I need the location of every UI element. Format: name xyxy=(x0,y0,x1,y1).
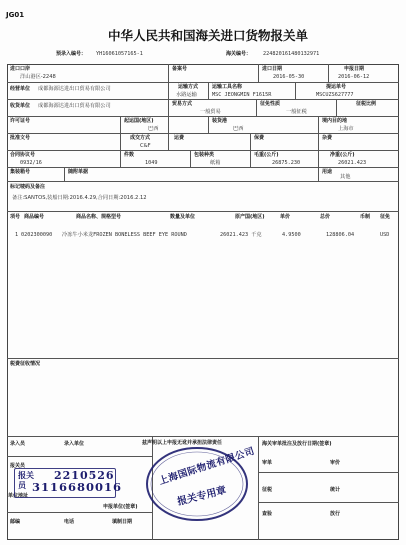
col-divider xyxy=(190,150,191,167)
tax-rate-label: 征税比例 xyxy=(356,101,377,107)
gross-weight-value: 26875.230 xyxy=(272,160,301,166)
statistics-label: 统计 xyxy=(330,487,341,493)
fill-date-label: 填制日期 xyxy=(112,519,133,525)
approval-label: 批准文号 xyxy=(10,135,31,141)
col-divider xyxy=(318,116,319,133)
row-divider xyxy=(7,167,399,168)
col-divider xyxy=(328,64,329,82)
inspection-label: 查验 xyxy=(262,511,273,517)
remarks-value: 备注:SANTOS,装船日期:2016.4.29,合同日期:2016.2.12 xyxy=(12,195,147,201)
declarant-stamp-word1: 报关 xyxy=(18,470,34,480)
origin-country-label: 起运国(地区) xyxy=(124,118,154,124)
declarant-label: 报关员 xyxy=(10,463,26,469)
col-divider xyxy=(318,167,319,181)
row-divider xyxy=(7,456,152,457)
consignee-value: 成都海源达进出口贸易有限公司 xyxy=(38,103,111,109)
destination-label: 境内目的地 xyxy=(322,118,348,124)
vessel-name-value: MSC JEONGMIN F1615R xyxy=(212,92,272,98)
container-label: 集装箱号 xyxy=(10,169,31,175)
import-port-value: 洋山港区-2248 xyxy=(20,74,56,80)
trade-terms-value: C&F xyxy=(140,143,151,149)
tax-collection-label: 征税 xyxy=(262,487,273,493)
col-divider xyxy=(208,82,209,99)
col-divider xyxy=(168,133,169,150)
import-date-value: 2016-05-30 xyxy=(273,74,305,80)
goods-hs-code: 0202300090 xyxy=(21,232,53,238)
prerecord-label: 预录入编号： xyxy=(56,51,87,57)
goods-header-quantity: 数量及单位 xyxy=(170,214,196,220)
customs-notes-label: 海关审单批注及放行日期(签章) xyxy=(262,441,332,447)
col-divider xyxy=(250,150,251,167)
col-divider xyxy=(258,64,259,82)
loading-port-value: 巴西 xyxy=(233,126,244,132)
goods-header-description: 商品名称、规格型号 xyxy=(76,214,122,220)
import-date-label: 进口日期 xyxy=(262,66,283,72)
row-divider xyxy=(7,150,399,151)
vessel-name-label: 运输工具名称 xyxy=(212,84,243,90)
operator-label: 经营单位 xyxy=(10,86,31,92)
net-weight-value: 26021.423 xyxy=(338,160,367,166)
col-divider xyxy=(258,436,259,540)
goods-header-unit-price: 单价 xyxy=(280,214,291,220)
pricing-label: 审价 xyxy=(330,460,341,466)
customs-number-label: 海关编号： xyxy=(226,51,252,57)
trade-mode-label: 贸易方式 xyxy=(172,101,193,107)
goods-total-price: 128806.04 xyxy=(326,232,355,238)
col-divider xyxy=(336,99,337,116)
company-seal-purpose: 报关专用章 xyxy=(176,485,228,508)
row-divider xyxy=(7,99,399,100)
unit-address-label: 单位地址 xyxy=(8,493,29,499)
phone-label: 电话 xyxy=(64,519,75,525)
import-port-label: 进口口岸 xyxy=(10,66,31,72)
row-divider xyxy=(7,436,399,437)
goods-header-item-no: 项号 xyxy=(10,214,21,220)
entry-unit-label: 录入单位 xyxy=(64,441,85,447)
attached-docs-label: 随附单据 xyxy=(68,169,89,175)
gross-weight-label: 毛重(公斤) xyxy=(254,152,279,158)
review-label: 审单 xyxy=(262,460,273,466)
tax-nature-value: 一般征税 xyxy=(286,109,307,115)
net-weight-label: 净重(公斤) xyxy=(330,152,355,158)
form-code: JG01 xyxy=(6,11,25,19)
postcode-label: 邮编 xyxy=(10,519,21,525)
release-label: 放行 xyxy=(330,511,341,517)
insurance-label: 保费 xyxy=(254,135,265,141)
form-title: 中华人民共和国海关进口货物报关单 xyxy=(108,28,309,43)
row-divider xyxy=(7,133,399,134)
row-divider xyxy=(258,502,399,503)
goods-unit-price: 4.9500 xyxy=(282,232,301,238)
col-divider xyxy=(318,133,319,150)
row-divider xyxy=(7,512,152,513)
row-divider xyxy=(258,472,399,473)
usage-label: 用途 xyxy=(322,169,333,175)
misc-fee-label: 杂费 xyxy=(322,135,333,141)
col-divider xyxy=(168,82,169,133)
remarks-label: 标记唛码及备注 xyxy=(10,184,46,190)
col-divider xyxy=(250,133,251,150)
declarant-stamp-code1: 2210526 xyxy=(54,469,115,482)
license-label: 许可证号 xyxy=(10,118,31,124)
destination-value: 上海市 xyxy=(338,126,354,132)
col-divider xyxy=(256,99,257,116)
goods-currency: USD xyxy=(380,232,390,238)
goods-description: 冷冻牛小米龙FROZEN BONELESS BEEF EYE ROUND xyxy=(62,232,187,238)
freight-label: 运费 xyxy=(174,135,185,141)
filing-number-label: 备案号 xyxy=(172,66,188,72)
row-divider xyxy=(7,181,399,182)
bill-of-lading-label: 提运单号 xyxy=(326,84,347,90)
goods-header-hs-code: 商品编号 xyxy=(24,214,45,220)
prerecord-number: YH16061057165-1 xyxy=(96,51,143,57)
origin-country-value: 巴西 xyxy=(148,126,159,132)
col-divider xyxy=(318,150,319,167)
declarant-stamp-code2: 3116680016 xyxy=(32,480,123,494)
col-divider xyxy=(120,116,121,167)
trade-mode-value: 一般贸易 xyxy=(200,109,221,115)
transport-mode-label: 运输方式 xyxy=(178,84,199,90)
tax-section-label: 税费征收情况 xyxy=(10,361,41,367)
declare-date-value: 2016-06-12 xyxy=(338,74,370,80)
pieces-label: 件数 xyxy=(124,152,135,158)
goods-item-no: 1 xyxy=(15,232,19,238)
goods-header-origin: 原产国(地区) xyxy=(235,214,265,220)
packing-label: 包装种类 xyxy=(194,152,215,158)
goods-header-exemption: 征免 xyxy=(380,214,391,220)
transport-mode-value: 水路运输 xyxy=(176,92,197,98)
contract-label: 合同协议号 xyxy=(10,152,36,158)
packing-value: 纸箱 xyxy=(210,160,221,166)
declarant-stamp xyxy=(14,468,123,498)
goods-quantity: 26021.423 千克 xyxy=(220,232,262,238)
operator-value: 成都海源达进出口贸易有限公司 xyxy=(38,86,111,92)
row-divider xyxy=(7,82,399,83)
usage-value: 其他 xyxy=(340,174,351,180)
entry-clerk-label: 录入员 xyxy=(10,441,26,447)
pieces-value: 1049 xyxy=(145,160,158,166)
contract-value: 0932/16 xyxy=(20,160,42,166)
row-divider xyxy=(7,358,399,359)
company-seal-name: 上海国际物流有限公司 xyxy=(157,445,257,488)
company-seal xyxy=(143,444,257,524)
col-divider xyxy=(64,167,65,181)
declaration-statement: 兹声明以上申报无讹并承担法律责任 xyxy=(142,440,223,446)
goods-header-currency: 币制 xyxy=(360,214,371,220)
loading-port-label: 装货港 xyxy=(212,118,228,124)
row-divider xyxy=(7,116,399,117)
tax-nature-label: 征免性质 xyxy=(260,101,281,107)
consignee-label: 收货单位 xyxy=(10,103,31,109)
declarant-stamp-word2: 员 xyxy=(18,480,26,490)
customs-number: 224820161480132971 xyxy=(263,51,320,57)
col-divider xyxy=(208,116,209,133)
row-divider xyxy=(7,211,399,212)
bill-of-lading-value: MSCUZS627777 xyxy=(316,92,354,98)
col-divider xyxy=(168,64,169,82)
declarant-unit-label: 申报单位(签章) xyxy=(103,504,138,510)
declare-date-label: 申报日期 xyxy=(344,66,365,72)
trade-terms-label: 成交方式 xyxy=(130,135,151,141)
goods-header-total-price: 总价 xyxy=(320,214,331,220)
col-divider xyxy=(295,82,296,99)
